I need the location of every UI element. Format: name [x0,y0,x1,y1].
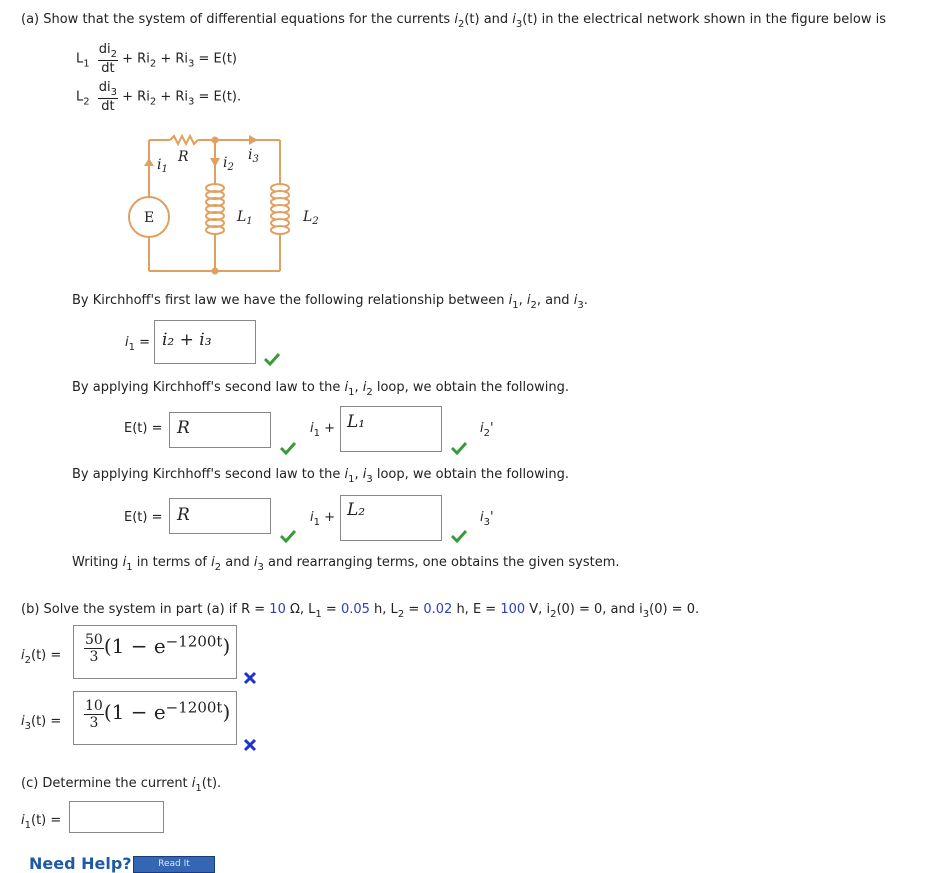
loop2-e-label: E(t) = [124,510,163,525]
loop1-l-answer: L₁ [347,412,366,432]
i2-label: $i_2(t)$ = [21,648,62,666]
writing-terms-text: Writing $i_1$ in terms of $i_2$ and $i_3$ and rearranging terms, one obtains the given system. [72,555,620,573]
cross-icon [243,671,257,685]
arrow-i2-icon [210,158,220,167]
equation-2: $L_2$ $\frac{di_3}{dt}$ + $Ri_2 + Ri_3 = E(t)$. [76,80,242,114]
label-L1: L [237,209,247,225]
equation-1: $L_1$ $\frac{di_2}{dt}$ + $Ri_2 + Ri_3 = E(t)$ [76,42,238,76]
label-i3: i [248,147,253,163]
part-a-intro: (a) Show that the system of differential equations for the currents $i_2(t)$ and $i_3(t)$ in the electrical network shown in the figure below is [21,12,886,30]
check-icon [263,352,281,366]
part-c-intro: (c) Determine the current $i_1(t)$. [21,776,222,794]
junction-dot-bottom [212,268,219,275]
loop2-i1-plus: $i_1$ + [310,510,336,528]
check-icon [450,529,468,543]
i3-answer: $\frac{10}{3}$ $(1 - e^{-1200t})$ [85,698,231,731]
i1-relation-answer: i₂ + i₃ [162,330,212,350]
label-i1: i [157,157,162,173]
resistor-symbol [170,136,198,144]
loop2-l-answer: L₂ [347,500,366,520]
i1-answer-input[interactable] [69,801,164,833]
cross-icon [243,738,257,752]
kirchhoff-second-law-text-2: By applying Kirchhoff's second law to the $i_1$, $i_3$ loop, we obtain the following. [72,467,569,485]
need-help-label: Need Help? [29,854,132,873]
inductor-l1-symbol [206,184,224,234]
kirchhoff-first-law-text: By Kirchhoff's first law we have the following relationship between $i_1$, $i_2$, and $i_3$. [72,293,588,311]
svg-text:i3: $i_3$ [248,147,259,165]
read-it-button[interactable]: Read It [133,856,215,873]
i2-answer: $\frac{50}{3}$ $(1 - e^{-1200t})$ [85,632,231,665]
part-b-intro: (b) Solve the system in part (a) if R = 10 Ω, $L_1 = 0.05$ h, $L_2 = 0.02$ h, E = 100 V, $i_2(0) = 0$, and $i_3(0) = 0$. [21,602,700,620]
check-icon [279,441,297,455]
loop2-r-answer: R [177,505,190,525]
label-R: R [178,149,189,165]
svg-text:i1: $i_1$ [157,157,168,175]
i1-equation-label: $i_1$ = [125,335,151,353]
svg-text:L1: $L_1$ [237,209,253,227]
loop2-i3-prime: $i_3'$ [480,510,494,528]
inductor-l2-symbol [271,184,289,234]
loop1-e-label: E(t) = [124,421,163,436]
circuit-diagram [120,128,320,278]
i3-label: $i_3(t)$ = [21,714,62,732]
label-E: E [144,210,155,226]
loop1-i1-plus: $i_1$ + [310,421,336,439]
loop1-i2-prime: $i_2'$ [480,421,494,439]
i1-label: $i_1(t)$ = [21,813,62,831]
loop1-r-answer: R [177,418,190,438]
check-icon [450,441,468,455]
arrow-i3-icon [249,135,258,145]
label-L2: L [303,209,313,225]
junction-dot-top [212,137,219,144]
arrow-i1-icon [144,158,154,166]
check-icon [279,529,297,543]
kirchhoff-second-law-text-1: By applying Kirchhoff's second law to the $i_1$, $i_2$ loop, we obtain the following. [72,380,569,398]
svg-text:i2: $i_2$ [223,155,234,173]
label-i2: i [223,155,228,171]
svg-text:L2: $L_2$ [303,209,319,227]
